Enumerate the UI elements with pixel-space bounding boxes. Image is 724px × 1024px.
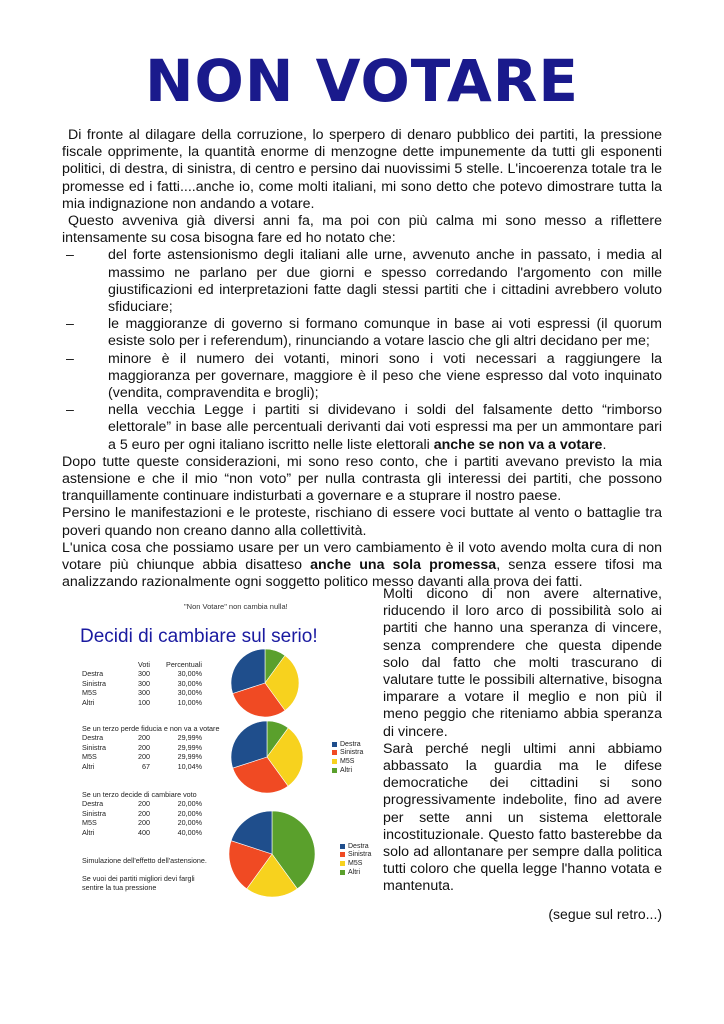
paragraph: Molti dicono di non avere alternative, riducendo il loro arco di possibilità solo ai partiti che hanno una speranza di vincere, senza comprendere che questa dipende solo dal fatto che molti trascurano di valutare tutte le possibili alternative, bisogna imparare a votare il meglio e non più il meno peggio che riteniamo abbia speranza di vincere. <box>383 586 662 740</box>
dash: – <box>66 316 74 333</box>
legend-item <box>332 740 363 749</box>
figure-note: Se vuoi dei partiti migliori devi fargli <box>82 874 195 883</box>
list-item-text <box>108 402 662 454</box>
votes-cell: 100 <box>138 697 150 707</box>
party-cell: Destra <box>82 799 104 809</box>
list-item-text: minore è il numero dei votanti, minori sono i voti necessari a raggiungere la maggioranza per governare, maggiore è il peso che viene espresso dal voto inquinato (vendita, compravendita e brogli); <box>108 350 662 402</box>
votes-cell: 200 <box>138 799 150 809</box>
list-item <box>62 351 662 403</box>
list-item <box>62 247 662 316</box>
bold-text: anche se non va a votare <box>433 436 603 453</box>
legend-swatch <box>332 750 337 755</box>
page-title: NON VOTARE <box>145 47 579 115</box>
table-row <box>82 743 219 752</box>
table-row <box>82 828 202 837</box>
text-run: , senza essere tifosi ma analizzando razionalmente ogni soggetto politico messo davanti alla prova dei fatti. <box>62 557 662 591</box>
percent-cell: 30,00% <box>177 669 202 679</box>
legend-item <box>340 868 371 877</box>
legend-3 <box>340 842 371 876</box>
table-caption: Se un terzo perde fiducia e non va a votare <box>82 724 220 733</box>
main-text <box>62 127 662 591</box>
header-percentuali: Percentuali <box>166 660 202 669</box>
votes-cell: 200 <box>138 818 150 828</box>
figure-note: Simulazione dell'effetto dell'astensione. <box>82 856 207 865</box>
legend-item <box>340 842 371 851</box>
legend-swatch <box>332 742 337 747</box>
legend-label: M5S <box>340 757 355 765</box>
party-cell: Altri <box>82 761 95 771</box>
table-row <box>82 669 202 678</box>
paragraph: Questo avveniva già diversi anni fa, ma poi con più calma mi sono messo a riflettere intensamente su cosa bisogna fare ed ho notato che: <box>62 213 662 247</box>
paragraph <box>62 540 662 592</box>
legend-label: Sinistra <box>340 749 364 757</box>
table-row <box>82 698 202 707</box>
bold-text: anche una sola promessa <box>310 557 497 574</box>
votes-cell: 200 <box>138 742 150 752</box>
paragraph: Di fronte al dilagare della corruzione, lo sperpero di denaro pubblico dei partiti, la pressione fiscale opprimente, la quantità enorme di menzogne dette impunemente da tutti gli esponenti politici, di destra, di sinistra, di centro e persino dai nuovissimi 5 stelle. L'incoerenza totale tra le promesse ed i fatti....anche io, come molti italiani, mi sono detto che potevo dimostrare tutta la mia indignazione non andando a votare. <box>62 127 662 212</box>
table-row <box>82 679 202 688</box>
list-item <box>62 402 662 454</box>
figure-top-note: "Non Votare" non cambia nulla! <box>184 602 288 611</box>
legend-label: M5S <box>348 859 363 867</box>
text-run: . <box>602 436 607 453</box>
list-item-text: del forte astensionismo degli italiani alle urne, avvenuto anche in passato, i media al massimo ne parlano per due giorni e spesso corredando l'argomento con mille giustificazioni ed interpretazioni fatte dagli stessi partiti che i cittadini avrebbero voluto sfiduciare; <box>108 247 662 316</box>
paragraph: Persino le manifestazioni e le proteste, rischiano di essere voci buttate al vento o battaglie tra poveri quando non creano danno alla collettività. <box>62 505 662 539</box>
percent-cell: 20,00% <box>177 808 202 818</box>
header-voti: Voti <box>138 660 150 669</box>
legend-item <box>332 766 363 775</box>
party-cell: Sinistra <box>82 808 106 818</box>
percent-cell: 29,99% <box>177 733 202 743</box>
percent-cell: 40,00% <box>177 827 202 837</box>
right-column <box>383 586 662 896</box>
legend-swatch <box>332 759 337 764</box>
party-cell: Altri <box>82 827 95 837</box>
list-item <box>62 316 662 350</box>
legend-label: Sinistra <box>348 851 372 859</box>
votes-cell: 200 <box>138 733 150 743</box>
votes-cell: 300 <box>138 688 150 698</box>
votes-cell: 300 <box>138 678 150 688</box>
legend-label: Altri <box>340 766 353 774</box>
party-cell: M5S <box>82 688 97 698</box>
table-header <box>82 660 202 669</box>
legend-label: Altri <box>348 868 361 876</box>
percent-cell: 20,00% <box>177 818 202 828</box>
table-row <box>82 688 202 697</box>
continue-note: (segue sul retro...) <box>548 906 662 922</box>
list-item-text: le maggioranze di governo si formano comunque in base ai voti espressi (il quorum esiste solo per i referendum), rinunciando a votare lascio che gli altri decidano per me; <box>108 316 662 350</box>
dash: – <box>66 402 74 419</box>
table-row <box>82 762 219 771</box>
percent-cell: 10,04% <box>177 761 202 771</box>
legend-swatch <box>340 852 345 857</box>
legend-label: Destra <box>340 740 361 748</box>
percent-cell: 30,00% <box>177 678 202 688</box>
legend-item <box>332 757 363 766</box>
pie-chart-2 <box>230 720 304 794</box>
votes-cell: 400 <box>138 827 150 837</box>
legend-2 <box>332 740 363 774</box>
table-row <box>82 818 202 827</box>
dash: – <box>66 350 74 367</box>
table-row <box>82 752 219 761</box>
party-cell: M5S <box>82 752 97 762</box>
percent-cell: 29,99% <box>177 742 202 752</box>
table-row <box>82 733 219 742</box>
text-run: L'unica cosa che possiamo usare per un vero cambiamento è il voto avendo molta cura di non votare più chiunque abbia disatteso <box>62 539 662 574</box>
table-caption: Se un terzo decide di cambiare voto <box>82 790 197 799</box>
party-cell: Sinistra <box>82 678 106 688</box>
legend-swatch <box>340 861 345 866</box>
legend-swatch <box>332 768 337 773</box>
figure-note: sentire la tua pressione <box>82 883 157 892</box>
legend-item <box>340 859 371 868</box>
party-cell: M5S <box>82 818 97 828</box>
table-row <box>82 799 202 808</box>
figure-heading: Decidi di cambiare sul serio! <box>80 626 318 647</box>
legend-swatch <box>340 870 345 875</box>
dash: – <box>66 247 74 264</box>
votes-cell: 200 <box>138 808 150 818</box>
percent-cell: 20,00% <box>177 799 202 809</box>
legend-label: Destra <box>348 842 369 850</box>
legend-swatch <box>340 844 345 849</box>
legend-item <box>332 749 363 758</box>
text-run: nella vecchia Legge i partiti si dividevano i soldi del falsamente detto “rimborso elettorale” in base alle percentuali derivanti dai voti espressi ma per un ammontare pari a 5 euro per ogni italiano iscritto nelle liste elettorali <box>108 402 662 453</box>
paragraph: Sarà perché negli ultimi anni abbiamo abbassato la guardia ma le difese democratiche dei cittadini si sono progressivamente indebolite, fino ad avere per sette anni un sistema elettorale incostituzionale. Questo fatto basterebbe da solo ad allontanare per sempre dalla politica tutti coloro che quella legge l'hanno votata e mantenuta. <box>383 740 662 895</box>
pie-chart-1 <box>230 648 300 718</box>
table-2 <box>82 724 219 771</box>
party-cell: Altri <box>82 697 95 707</box>
paragraph: Dopo tutte queste considerazioni, mi sono reso conto, che i partiti avevano previsto la mia astensione e che il mio “non voto” per nulla contrasta gli interessi dei partiti, che possono tranquillamente continuare indisturbati a governare e a stuprare il nostro paese. <box>62 453 662 505</box>
table-3 <box>82 790 202 837</box>
table-row <box>82 809 202 818</box>
election-figure <box>66 590 376 908</box>
percent-cell: 10,00% <box>177 697 202 707</box>
percent-cell: 30,00% <box>177 688 202 698</box>
votes-cell: 300 <box>138 669 150 679</box>
party-cell: Destra <box>82 669 104 679</box>
votes-cell: 200 <box>138 752 150 762</box>
table-1 <box>82 660 202 707</box>
party-cell: Destra <box>82 733 104 743</box>
pie-chart-3 <box>228 810 316 898</box>
legend-item <box>340 851 371 860</box>
votes-cell: 67 <box>142 761 150 771</box>
party-cell: Sinistra <box>82 742 106 752</box>
percent-cell: 29,99% <box>177 752 202 762</box>
